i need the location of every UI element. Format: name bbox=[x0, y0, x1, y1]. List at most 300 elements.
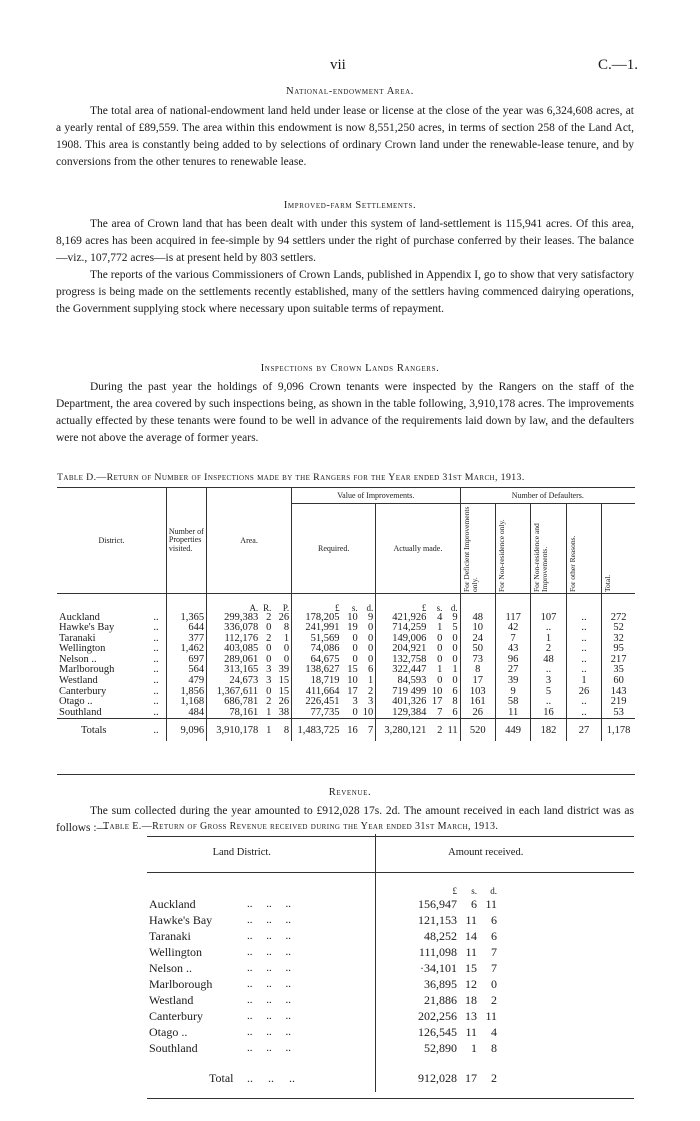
cell-properties: 1,462 bbox=[166, 644, 206, 655]
spacer-cell bbox=[499, 912, 634, 928]
cell-required-pounds: 138,627 bbox=[292, 665, 342, 676]
cell-actual-shillings: 7 bbox=[437, 706, 443, 718]
cell-perches: 8 bbox=[273, 719, 291, 741]
cell-district: Canterbury bbox=[149, 1009, 203, 1023]
unit-pounds: £ bbox=[292, 594, 342, 613]
cell-properties: 479 bbox=[166, 676, 206, 687]
cell-perches: 38 bbox=[278, 706, 290, 718]
table-row bbox=[147, 992, 634, 1008]
cell-required-shillings: 0 bbox=[352, 643, 358, 655]
unit-pounds: £ bbox=[375, 872, 459, 896]
cell-def-other: .. bbox=[566, 623, 601, 634]
cell-total: 272 bbox=[602, 613, 635, 624]
unit-pounds: £ bbox=[376, 594, 429, 613]
cell-actual-pence: 11 bbox=[444, 719, 460, 741]
cell-actual-shillings: 0 bbox=[437, 675, 443, 687]
cell-def-improvements: 10 bbox=[460, 623, 495, 634]
cell-actual-pence: 9 bbox=[452, 611, 458, 623]
cell-acres: 24,673 bbox=[207, 676, 261, 687]
leader-dots: .. bbox=[153, 664, 159, 676]
table-e bbox=[147, 834, 634, 1092]
cell-perches: 8 bbox=[283, 622, 290, 634]
table-row bbox=[147, 896, 634, 912]
cell-required-shillings: 10 bbox=[347, 675, 358, 687]
leader-dots: .. bbox=[153, 675, 159, 687]
unit-shillings: s. bbox=[351, 602, 358, 613]
table-row bbox=[57, 708, 635, 719]
cell-pounds: 126,545 bbox=[375, 1024, 459, 1040]
cell-actual-shillings: 0 bbox=[437, 653, 443, 665]
header-properties: Number of Properties visited. bbox=[166, 488, 206, 594]
header-deficient-improvements: For Deficient Improvements only. bbox=[461, 506, 479, 592]
cell-required-shillings: 0 bbox=[352, 632, 358, 644]
table-row bbox=[147, 912, 634, 928]
cell-perches: 39 bbox=[278, 664, 290, 676]
cell-def-nonresidence: 117 bbox=[495, 613, 530, 624]
table-row bbox=[147, 1024, 634, 1040]
cell-perches: 1 bbox=[283, 632, 290, 644]
cell-total: 60 bbox=[602, 676, 635, 687]
paragraph-inspections bbox=[56, 379, 634, 447]
table-row bbox=[147, 960, 634, 976]
cell-actual-pounds: 3,280,121 bbox=[376, 719, 429, 741]
paragraph-text: During the past year the holdings of 9,096 Crown tenants were inspected by the Rangers on the staff of the Department, the area covered by such inspections being, as shown in the table following, 3,910,178 acres. The improvements actually effected by these tenants were found to be well in advance of the requirements laid down by law, and the defaulters were not above the average of former years. bbox=[56, 381, 634, 444]
leader-dots: .. bbox=[153, 706, 159, 718]
cell-district: Hawke's Bay bbox=[59, 622, 115, 634]
cell-pounds: 121,153 bbox=[375, 912, 459, 928]
units-row bbox=[147, 872, 634, 896]
leader-dots: .. .. .. bbox=[247, 946, 291, 958]
cell-district: Hawke's Bay bbox=[149, 913, 213, 927]
leader-dots: .. .. .. bbox=[247, 1026, 291, 1038]
cell-shillings: 15 bbox=[465, 961, 477, 975]
cell-actual-shillings: 10 bbox=[431, 685, 443, 697]
cell-required-pence: 0 bbox=[368, 653, 374, 665]
cell-roods: 0 bbox=[266, 653, 272, 665]
cell-pence: 7 bbox=[491, 961, 497, 975]
totals-label: Totals bbox=[57, 719, 151, 741]
cell-roods: 1 bbox=[266, 706, 272, 718]
document-reference: C.—1. bbox=[597, 57, 638, 73]
cell-required-pounds: 64,675 bbox=[292, 655, 342, 666]
table-row bbox=[147, 928, 634, 944]
cell-required-pence: 0 bbox=[368, 632, 374, 644]
cell-pence: 4 bbox=[491, 1025, 497, 1039]
cell-perches: 15 bbox=[278, 685, 290, 697]
cell-def-improvements: 103 bbox=[460, 687, 495, 698]
total-row bbox=[147, 1056, 634, 1086]
cell-acres: 112,176 bbox=[207, 634, 261, 645]
cell-shillings: 11 bbox=[465, 945, 477, 959]
cell-def-other: .. bbox=[566, 634, 601, 645]
cell-roods: 2 bbox=[266, 632, 272, 644]
cell-actual-shillings: 1 bbox=[437, 664, 443, 676]
cell-pounds: 912,028 bbox=[375, 1056, 459, 1086]
cell-def-improvements: 24 bbox=[460, 634, 495, 645]
units-row bbox=[57, 594, 635, 613]
table-row bbox=[147, 976, 634, 992]
cell-district: Taranaki bbox=[149, 929, 191, 943]
cell-required-pounds: 1,483,725 bbox=[292, 719, 342, 741]
cell-actual-shillings: 17 bbox=[431, 696, 443, 708]
cell-perches: 0 bbox=[283, 643, 290, 655]
cell-required-pounds: 77,735 bbox=[292, 708, 342, 719]
unit-shillings: s. bbox=[471, 886, 477, 896]
cell-properties: 9,096 bbox=[166, 719, 206, 741]
cell-actual-pence: 6 bbox=[452, 706, 458, 718]
cell-actual-pence: 0 bbox=[452, 643, 458, 655]
spacer-cell bbox=[499, 992, 634, 1008]
cell-pence: 2 bbox=[491, 993, 497, 1007]
cell-pounds: 202,256 bbox=[375, 1008, 459, 1024]
cell-roods: 0 bbox=[266, 643, 272, 655]
cell-total: 95 bbox=[602, 644, 635, 655]
cell-total: 143 bbox=[602, 687, 635, 698]
cell-district: Otago .. bbox=[149, 1025, 188, 1039]
cell-required-shillings: 19 bbox=[347, 622, 358, 634]
cell-def-both: 2 bbox=[531, 644, 566, 655]
header-defaulters: Number of Defaulters. bbox=[460, 488, 635, 504]
leader-dots: .. bbox=[153, 653, 159, 665]
leader-dots: .. .. .. bbox=[247, 898, 291, 910]
cell-required-shillings: 16 bbox=[341, 719, 359, 741]
cell-actual-shillings: 1 bbox=[437, 622, 443, 634]
cell-pence: 7 bbox=[491, 945, 497, 959]
leader-dots: .. .. .. bbox=[247, 978, 291, 990]
cell-shillings: 6 bbox=[471, 897, 477, 911]
leader-dots: .. bbox=[153, 622, 159, 634]
cell-required-shillings: 17 bbox=[347, 685, 358, 697]
cell-pounds: 36,895 bbox=[375, 976, 459, 992]
spacer-cell bbox=[499, 1008, 634, 1024]
leader-dots: .. bbox=[153, 611, 159, 623]
table-row bbox=[147, 1040, 634, 1056]
cell-actual-pence: 5 bbox=[452, 622, 458, 634]
leader-dots: .. .. .. bbox=[247, 930, 291, 942]
paragraph-text: The reports of the various Commissioners of Crown Lands, published in Appendix I, go to show that very satisfactory progress is being made on the settlements recently established, many of the settlers having commenced dairying operations, the Government supplying stock where necessary upon suitable terms of repayment. bbox=[56, 269, 634, 315]
header-actually-made: Actually made. bbox=[376, 504, 460, 594]
table-row bbox=[147, 1008, 634, 1024]
cell-required-pence: 3 bbox=[368, 696, 374, 708]
cell-properties: 484 bbox=[166, 708, 206, 719]
spacer-cell bbox=[499, 1040, 634, 1056]
cell-actual-pounds: 719 499 bbox=[376, 687, 429, 698]
cell-pounds: 156,947 bbox=[375, 896, 459, 912]
unit-shillings: s. bbox=[436, 602, 443, 613]
cell-required-shillings: 15 bbox=[347, 664, 358, 676]
cell-def-nonresidence: 27 bbox=[495, 665, 530, 676]
header-non-residence: For Non-residence only. bbox=[496, 518, 506, 592]
cell-shillings: 17 bbox=[465, 1071, 477, 1085]
leader-dots: .. .. .. bbox=[247, 1010, 291, 1022]
cell-actual-pounds: 322,447 bbox=[376, 665, 429, 676]
unit-roods: R. bbox=[263, 602, 272, 613]
cell-def-improvements: 8 bbox=[460, 665, 495, 676]
spacer-cell bbox=[499, 960, 634, 976]
leader-dots: .. .. .. bbox=[247, 1042, 291, 1054]
cell-properties: 697 bbox=[166, 655, 206, 666]
header-other-reasons: For other Reasons. bbox=[567, 535, 577, 592]
cell-shillings: 13 bbox=[465, 1009, 477, 1023]
cell-required-pounds: 411,664 bbox=[292, 687, 342, 698]
cell-def-improvements: 520 bbox=[460, 719, 495, 741]
cell-actual-pounds: 132,758 bbox=[376, 655, 429, 666]
cell-actual-pounds: 149,006 bbox=[376, 634, 429, 645]
cell-total: 1,178 bbox=[602, 719, 635, 741]
cell-def-nonresidence: 58 bbox=[495, 697, 530, 708]
table-e-caption: Table E.—Return of Gross Revenue received during the Year ended 31st March, 1913. bbox=[103, 821, 499, 832]
cell-acres: 686,781 bbox=[207, 697, 261, 708]
cell-def-both: 1 bbox=[531, 634, 566, 645]
cell-shillings: 14 bbox=[465, 929, 477, 943]
cell-def-other: .. bbox=[566, 613, 601, 624]
cell-properties: 1,856 bbox=[166, 687, 206, 698]
cell-pence: 0 bbox=[491, 977, 497, 991]
cell-def-both: 107 bbox=[531, 613, 566, 624]
cell-pounds: 21,886 bbox=[375, 992, 459, 1008]
cell-properties: 564 bbox=[166, 665, 206, 676]
cell-def-nonresidence: 9 bbox=[495, 687, 530, 698]
cell-district: Wellington bbox=[59, 643, 106, 655]
leader-dots: .. bbox=[153, 643, 159, 655]
paragraph-text: The total area of national-endowment land held under lease or license at the close of the year was 6,324,608 acres, at a yearly rental of £89,559. The area within this endowment is now 8,551,250 acres, in terms of section 258 of the Land Act, 1908. This area is constantly being added to by selections of ordinary Crown land under the renewable-lease tenure, and by conversions from the other tenures to renewable lease. bbox=[56, 105, 634, 168]
totals-row bbox=[57, 719, 635, 741]
header-non-residence-and-improvements: For Non-residence and Improvements. bbox=[532, 522, 550, 592]
cell-roods: 0 bbox=[266, 622, 272, 634]
cell-roods: 0 bbox=[266, 685, 272, 697]
cell-def-other: 1 bbox=[566, 676, 601, 687]
cell-actual-pence: 1 bbox=[452, 664, 458, 676]
cell-actual-shillings: 0 bbox=[437, 632, 443, 644]
cell-district: Nelson .. bbox=[149, 961, 192, 975]
cell-required-pence: 1 bbox=[368, 675, 374, 687]
cell-required-pounds: 74,086 bbox=[292, 644, 342, 655]
header-area: Area. bbox=[207, 488, 292, 594]
cell-acres: 299,383 bbox=[207, 613, 261, 624]
cell-pence: 6 bbox=[491, 929, 497, 943]
cell-def-other: .. bbox=[566, 708, 601, 719]
cell-required-pounds: 241,991 bbox=[292, 623, 342, 634]
table-row bbox=[147, 944, 634, 960]
cell-def-nonresidence: 449 bbox=[495, 719, 530, 741]
cell-district: Westland bbox=[59, 675, 98, 687]
paragraph-improved-farm bbox=[56, 216, 634, 318]
cell-district: Marlborough bbox=[149, 977, 213, 991]
header-amount-received: Amount received. bbox=[375, 834, 634, 872]
total-label: Total bbox=[209, 1071, 234, 1085]
cell-actual-pence: 0 bbox=[452, 675, 458, 687]
spacer-cell bbox=[499, 928, 634, 944]
cell-actual-pence: 0 bbox=[452, 653, 458, 665]
unit-acres: A. bbox=[207, 594, 261, 613]
paragraph-text: The sum collected during the year amounted to £912,028 17s. 2d. The amount received in each land district was as follows :— bbox=[56, 805, 634, 834]
cell-acres: 336,078 bbox=[207, 623, 261, 634]
cell-def-improvements: 73 bbox=[460, 655, 495, 666]
cell-def-both: 3 bbox=[531, 676, 566, 687]
cell-shillings: 18 bbox=[465, 993, 477, 1007]
section-title-national-endowment: National-endowment Area. bbox=[286, 86, 414, 97]
cell-acres: 1,367,611 bbox=[207, 687, 261, 698]
cell-total: 217 bbox=[602, 655, 635, 666]
cell-def-improvements: 26 bbox=[460, 708, 495, 719]
cell-actual-pounds: 421,926 bbox=[376, 613, 429, 624]
header-land-district: Land District. bbox=[147, 834, 375, 872]
cell-acres: 3,910,178 bbox=[207, 719, 261, 741]
paragraph-text: The area of Crown land that has been dealt with under this system of land-settlement is 115,941 acres. Of this area, 8,169 acres has been acquired in fee-simple by 94 settlers under the right of purchase conferred by their leases. The balance—viz., 107,772 acres—is at present held by 803 settlers. bbox=[56, 218, 634, 264]
cell-def-both: .. bbox=[531, 665, 566, 676]
table-d-bottom-rule bbox=[57, 774, 635, 775]
cell-def-improvements: 17 bbox=[460, 676, 495, 687]
spacer-cell bbox=[499, 1024, 634, 1040]
cell-acres: 403,085 bbox=[207, 644, 261, 655]
leader-dots: .. .. .. bbox=[247, 994, 291, 1006]
cell-pounds: ·34,101 bbox=[375, 960, 459, 976]
cell-required-pence: 0 bbox=[368, 643, 374, 655]
cell-def-both: 48 bbox=[531, 655, 566, 666]
cell-required-shillings: 3 bbox=[352, 696, 358, 708]
cell-actual-pounds: 204,921 bbox=[376, 644, 429, 655]
cell-actual-pounds: 401,326 bbox=[376, 697, 429, 708]
unit-perches: P. bbox=[282, 602, 290, 613]
section-title-revenue: Revenue. bbox=[328, 787, 372, 798]
cell-acres: 78,161 bbox=[207, 708, 261, 719]
cell-pounds: 111,098 bbox=[375, 944, 459, 960]
table-d bbox=[57, 487, 635, 741]
cell-def-nonresidence: 11 bbox=[495, 708, 530, 719]
cell-def-nonresidence: 7 bbox=[495, 634, 530, 645]
cell-required-pence: 0 bbox=[368, 622, 374, 634]
cell-pence: 6 bbox=[491, 913, 497, 927]
cell-def-both: .. bbox=[531, 623, 566, 634]
cell-required-pence: 7 bbox=[360, 719, 376, 741]
cell-district: Southland bbox=[149, 1041, 198, 1055]
cell-def-other: .. bbox=[566, 655, 601, 666]
unit-pence: d. bbox=[490, 886, 497, 896]
cell-roods: 1 bbox=[260, 719, 273, 741]
header-district: District. bbox=[57, 488, 166, 594]
cell-perches: 15 bbox=[278, 675, 290, 687]
cell-shillings: 1 bbox=[471, 1041, 477, 1055]
leader-dots: .. bbox=[153, 685, 159, 697]
cell-actual-pence: 0 bbox=[452, 632, 458, 644]
cell-shillings: 11 bbox=[465, 1025, 477, 1039]
spacer-cell bbox=[499, 944, 634, 960]
cell-required-pence: 2 bbox=[368, 685, 374, 697]
cell-perches: 0 bbox=[283, 653, 290, 665]
cell-district: Otago .. bbox=[59, 696, 93, 708]
section-title-improved-farm: Improved-farm Settlements. bbox=[283, 200, 417, 211]
unit-pence: d. bbox=[450, 602, 458, 613]
cell-properties: 1,365 bbox=[166, 613, 206, 624]
cell-def-both: .. bbox=[531, 697, 566, 708]
cell-total: 52 bbox=[602, 623, 635, 634]
header-required: Required. bbox=[292, 504, 376, 594]
cell-def-other: 27 bbox=[566, 719, 601, 741]
cell-district: Southland bbox=[59, 706, 102, 718]
cell-properties: 644 bbox=[166, 623, 206, 634]
cell-required-pence: 10 bbox=[362, 706, 374, 718]
cell-def-nonresidence: 39 bbox=[495, 676, 530, 687]
cell-actual-pence: 6 bbox=[452, 685, 458, 697]
cell-acres: 289,061 bbox=[207, 655, 261, 666]
table-e-bottom-rule bbox=[147, 1098, 634, 1099]
cell-perches: 26 bbox=[278, 696, 290, 708]
cell-actual-pence: 8 bbox=[452, 696, 458, 708]
cell-pounds: 48,252 bbox=[375, 928, 459, 944]
cell-shillings: 12 bbox=[465, 977, 477, 991]
cell-required-shillings: 0 bbox=[352, 653, 358, 665]
cell-perches: 26 bbox=[278, 611, 290, 623]
section-title-inspections: Inspections by Crown Lands Rangers. bbox=[260, 363, 440, 374]
cell-district: Nelson .. bbox=[59, 653, 97, 665]
cell-properties: 1,168 bbox=[166, 697, 206, 708]
cell-shillings: 11 bbox=[465, 913, 477, 927]
cell-required-pounds: 18,719 bbox=[292, 676, 342, 687]
cell-total: 53 bbox=[602, 708, 635, 719]
cell-def-other: 26 bbox=[566, 687, 601, 698]
cell-def-other: .. bbox=[566, 697, 601, 708]
cell-pence: 8 bbox=[491, 1041, 497, 1055]
cell-pence: 11 bbox=[485, 1009, 497, 1023]
cell-total: 32 bbox=[602, 634, 635, 645]
cell-def-nonresidence: 43 bbox=[495, 644, 530, 655]
table-d-caption: Table D.—Return of Number of Inspections made by the Rangers for the Year ended 31st March, 1913. bbox=[57, 472, 525, 483]
header-total: Total. bbox=[603, 574, 613, 592]
cell-def-improvements: 48 bbox=[460, 613, 495, 624]
cell-actual-pounds: 84,593 bbox=[376, 676, 429, 687]
cell-def-improvements: 161 bbox=[460, 697, 495, 708]
header-improvements: Value of Improvements. bbox=[292, 488, 461, 504]
spacer-cell bbox=[499, 896, 634, 912]
cell-roods: 3 bbox=[266, 664, 272, 676]
cell-actual-shillings: 0 bbox=[437, 643, 443, 655]
cell-actual-shillings: 2 bbox=[428, 719, 444, 741]
cell-def-other: .. bbox=[566, 644, 601, 655]
cell-pence: 11 bbox=[485, 897, 497, 911]
cell-district: Marlborough bbox=[59, 664, 115, 676]
cell-district: Wellington bbox=[149, 945, 203, 959]
cell-required-pence: 6 bbox=[368, 664, 374, 676]
cell-district: Taranaki bbox=[59, 632, 96, 644]
cell-district: Auckland bbox=[59, 611, 100, 623]
cell-actual-pounds: 129,384 bbox=[376, 708, 429, 719]
cell-def-other: .. bbox=[566, 665, 601, 676]
page-number: vii bbox=[330, 57, 346, 73]
cell-acres: 313,165 bbox=[207, 665, 261, 676]
leader-dots: .. bbox=[153, 696, 159, 708]
leader-dots: .. .. .. bbox=[247, 962, 291, 974]
cell-pence: 2 bbox=[491, 1071, 497, 1085]
cell-def-both: 182 bbox=[531, 719, 566, 741]
cell-required-shillings: 0 bbox=[352, 706, 358, 718]
cell-district: Canterbury bbox=[59, 685, 107, 697]
cell-def-improvements: 50 bbox=[460, 644, 495, 655]
cell-actual-pounds: 714,259 bbox=[376, 623, 429, 634]
cell-district: Westland bbox=[149, 993, 194, 1007]
cell-required-pounds: 51,569 bbox=[292, 634, 342, 645]
leader-dots: .. bbox=[153, 632, 159, 644]
cell-properties: 377 bbox=[166, 634, 206, 645]
cell-def-both: 16 bbox=[531, 708, 566, 719]
cell-roods: 2 bbox=[266, 611, 272, 623]
paragraph-national-endowment bbox=[56, 103, 634, 171]
cell-pounds: 52,890 bbox=[375, 1040, 459, 1056]
spacer-cell bbox=[499, 976, 634, 992]
cell-required-pence: 9 bbox=[368, 611, 374, 623]
cell-roods: 2 bbox=[266, 696, 272, 708]
leader-dots: .. .. .. bbox=[247, 1071, 295, 1085]
leader-dots: .. .. .. bbox=[247, 914, 291, 926]
